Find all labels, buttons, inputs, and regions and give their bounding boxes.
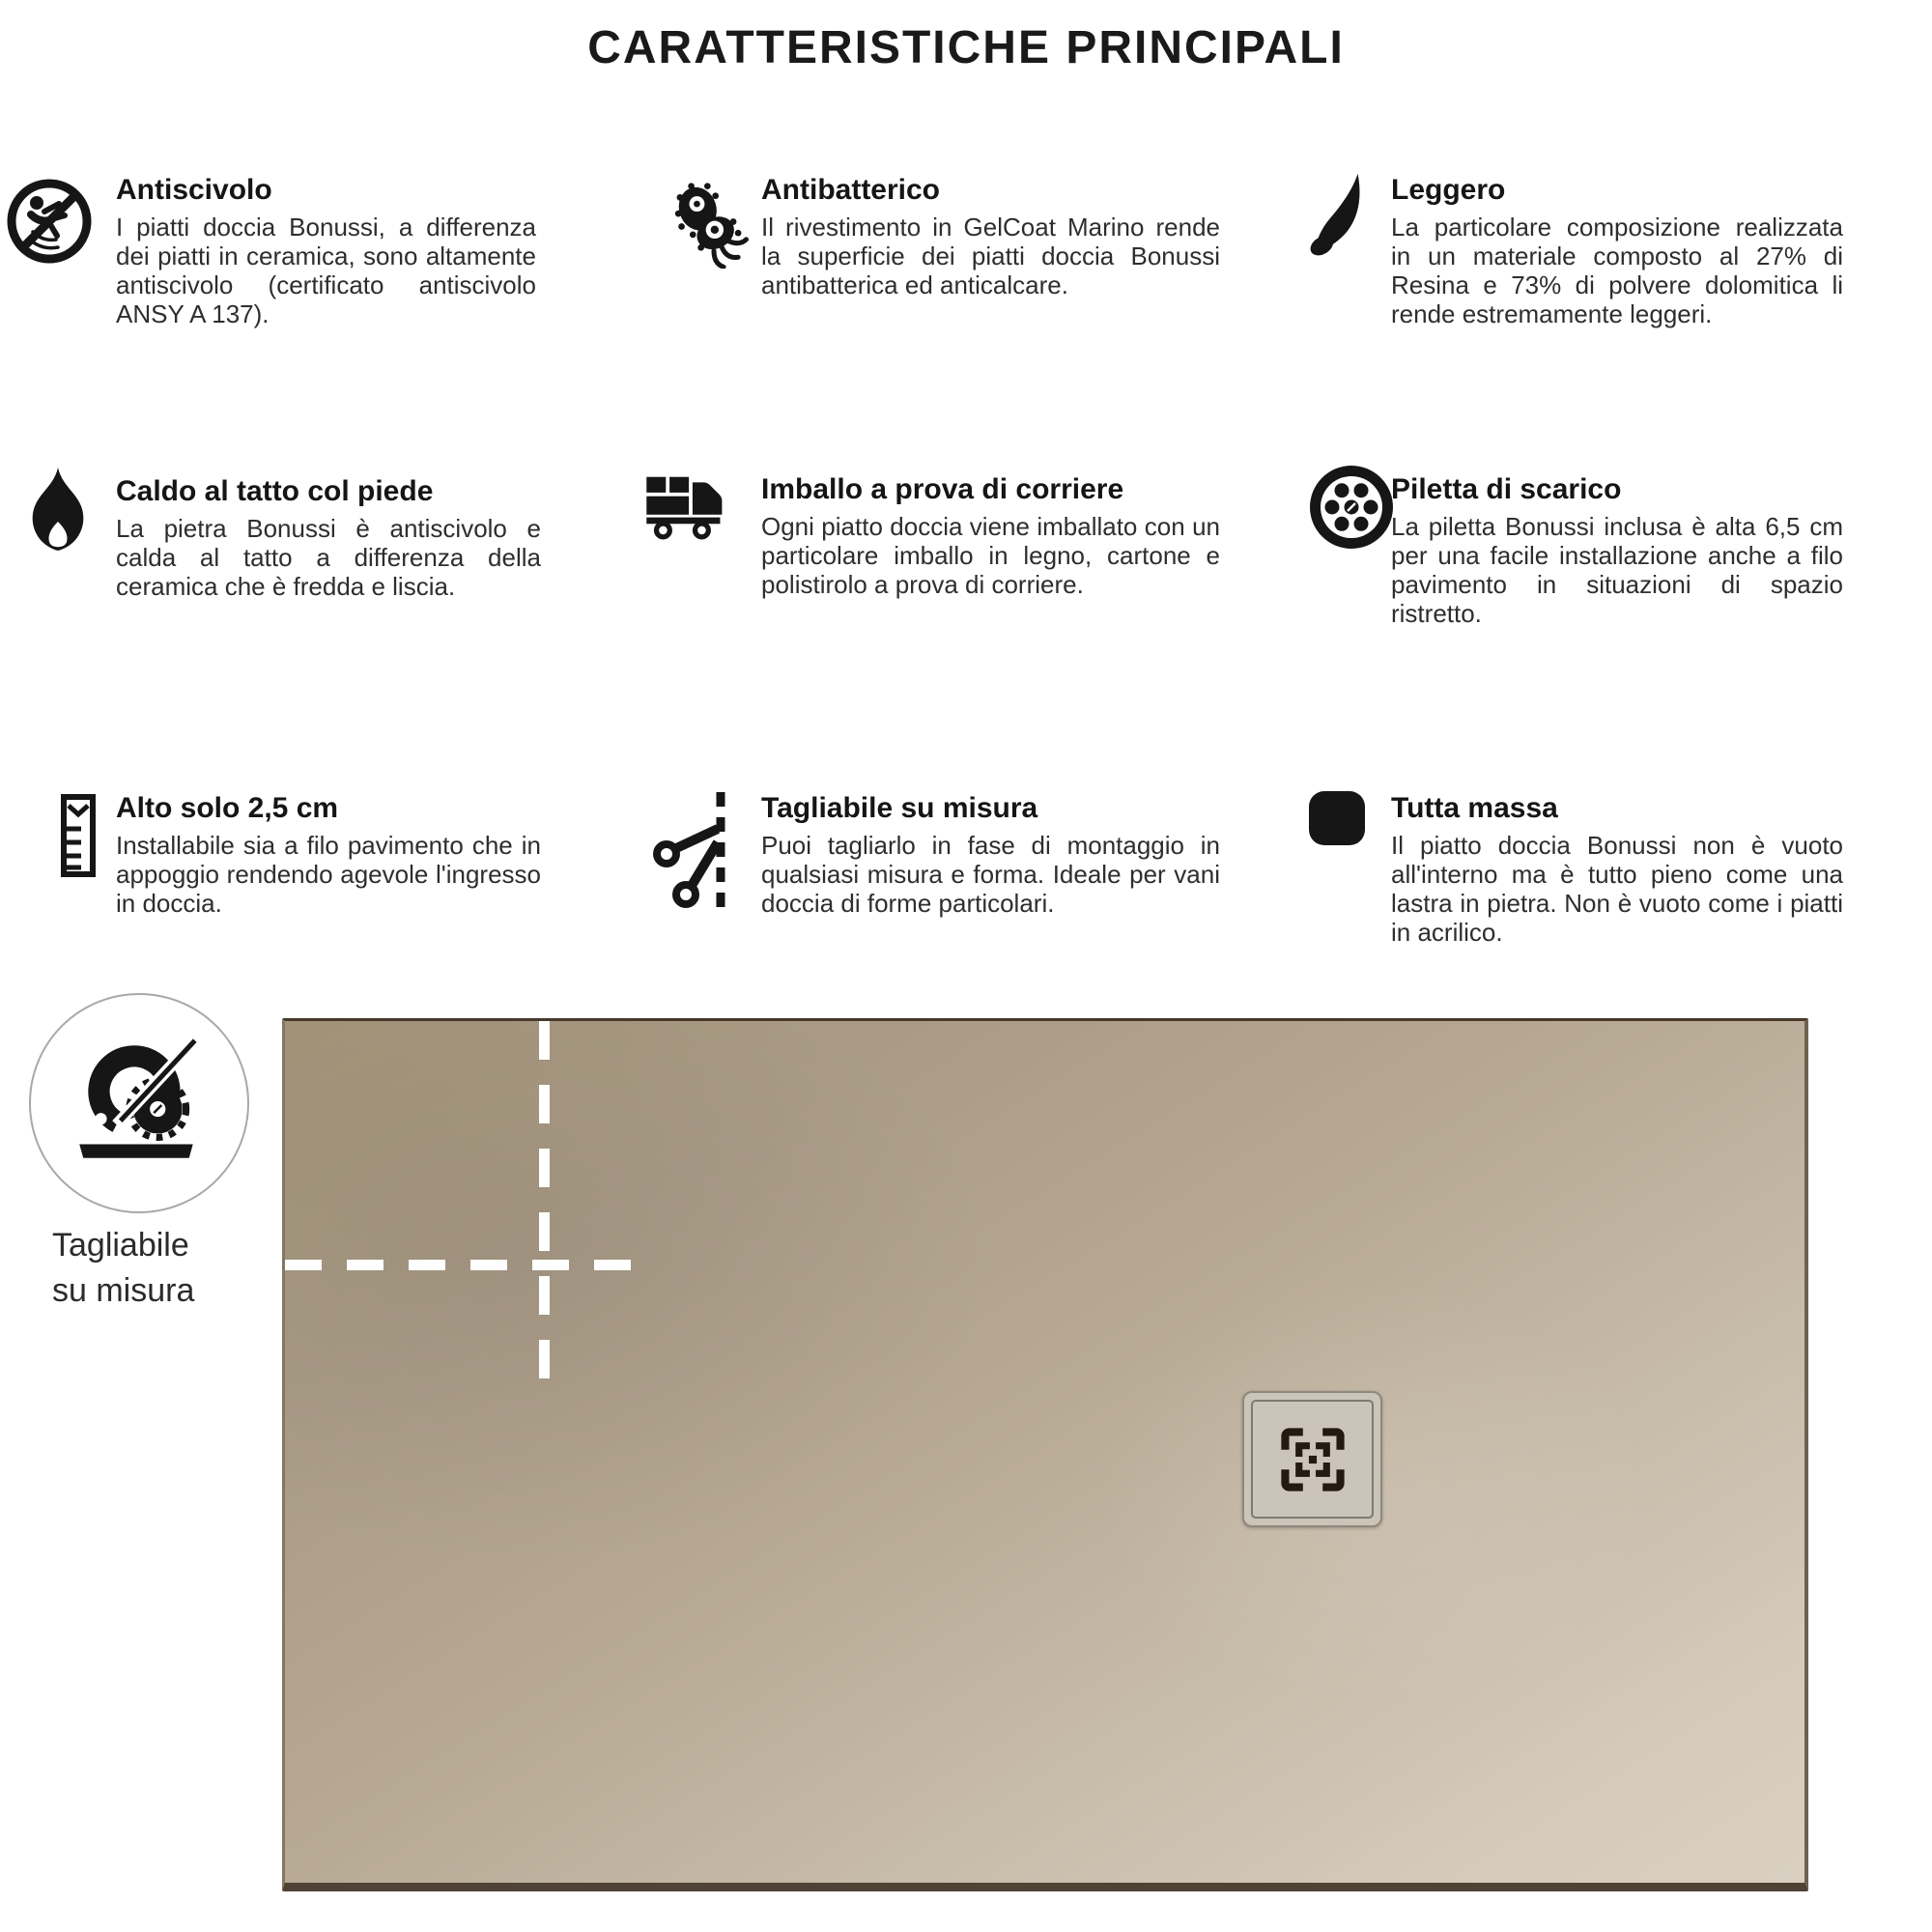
drain-icon <box>1308 464 1395 551</box>
feature-title: Antiscivolo <box>116 174 272 206</box>
badge-label-line1: Tagliabile <box>52 1227 189 1264</box>
feature-title: Imballo a prova di corriere <box>761 473 1124 505</box>
drain-cover <box>1242 1391 1382 1527</box>
feature-title: Alto solo 2,5 cm <box>116 792 339 824</box>
feature-title: Antibatterico <box>761 174 941 206</box>
cut-line-vertical <box>539 1021 550 1400</box>
feature-text: Il piatto doccia Bonussi non è vuoto all'interno ma è tutto pieno come una lastra in pietra. Non è vuoto come i piatti in acrilico. <box>1391 831 1843 947</box>
bacteria-icon <box>668 180 750 269</box>
feather-icon <box>1308 170 1366 261</box>
feature-piletta <box>1391 473 1843 628</box>
feature-text: Installabile sia a filo pavimento che in appoggio rendendo agevole l'ingresso in doccia. <box>116 831 541 918</box>
ruler-icon <box>60 794 97 877</box>
feature-text: Puoi tagliarlo in fase di montaggio in qualsiasi misura e forma. Ideale per vani doccia di forme particolari. <box>761 831 1220 918</box>
cuttable-badge-label <box>52 1223 194 1314</box>
feature-alto-25cm <box>116 792 541 918</box>
feature-antiscivolo <box>116 174 536 328</box>
feature-imballo <box>761 473 1220 599</box>
shower-tray-image <box>282 1018 1808 1891</box>
feature-text: Ogni piatto doccia viene imballato con un particolare imballo in legno, cartone e polistirolo a prova di corriere. <box>761 512 1220 599</box>
feature-text: La piletta Bonussi inclusa è alta 6,5 cm per una facile installazione anche a filo pavimento in situazioni di spazio ristretto. <box>1391 512 1843 628</box>
feature-title: Caldo al tatto col piede <box>116 475 434 507</box>
feature-tagliabile <box>761 792 1220 918</box>
delivery-truck-icon <box>643 471 738 549</box>
feature-leggero <box>1391 174 1843 328</box>
feature-antibatterico <box>761 174 1220 299</box>
feature-title: Tutta massa <box>1391 792 1558 824</box>
feature-text: La pietra Bonussi è antiscivolo e calda al tatto a differenza della ceramica che è fredda e liscia. <box>116 514 541 601</box>
feature-text: I piatti doccia Bonussi, a differenza dei piatti in ceramica, sono altamente antiscivolo (certificato antiscivolo ANSY A 137). <box>116 213 536 328</box>
circular-saw-icon <box>66 1035 213 1172</box>
feature-text: La particolare composizione realizzata in un materiale composto al 27% di Resina e 73% di polvere dolomitica li rende estremamente leggeri. <box>1391 213 1843 328</box>
cuttable-badge <box>29 993 249 1213</box>
feature-tutta-massa <box>1391 792 1843 947</box>
feature-title: Leggero <box>1391 174 1506 206</box>
page-title: CARATTERISTICHE PRINCIPALI <box>587 22 1345 73</box>
badge-label-line2: su misura <box>52 1272 195 1309</box>
flame-icon <box>23 464 93 564</box>
no-slip-icon <box>4 176 95 267</box>
solid-mass-icon <box>1308 790 1366 846</box>
drain-cover-pattern <box>1264 1410 1362 1509</box>
feature-title: Piletta di scarico <box>1391 473 1622 505</box>
feature-text: Il rivestimento in GelCoat Marino rende la superficie dei piatti doccia Bonussi antibatterica ed anticalcare. <box>761 213 1220 299</box>
feature-title: Tagliabile su misura <box>761 792 1038 824</box>
cut-line-horizontal <box>285 1260 644 1270</box>
scissors-icon <box>651 788 736 920</box>
feature-caldo-al-tatto <box>116 475 541 601</box>
